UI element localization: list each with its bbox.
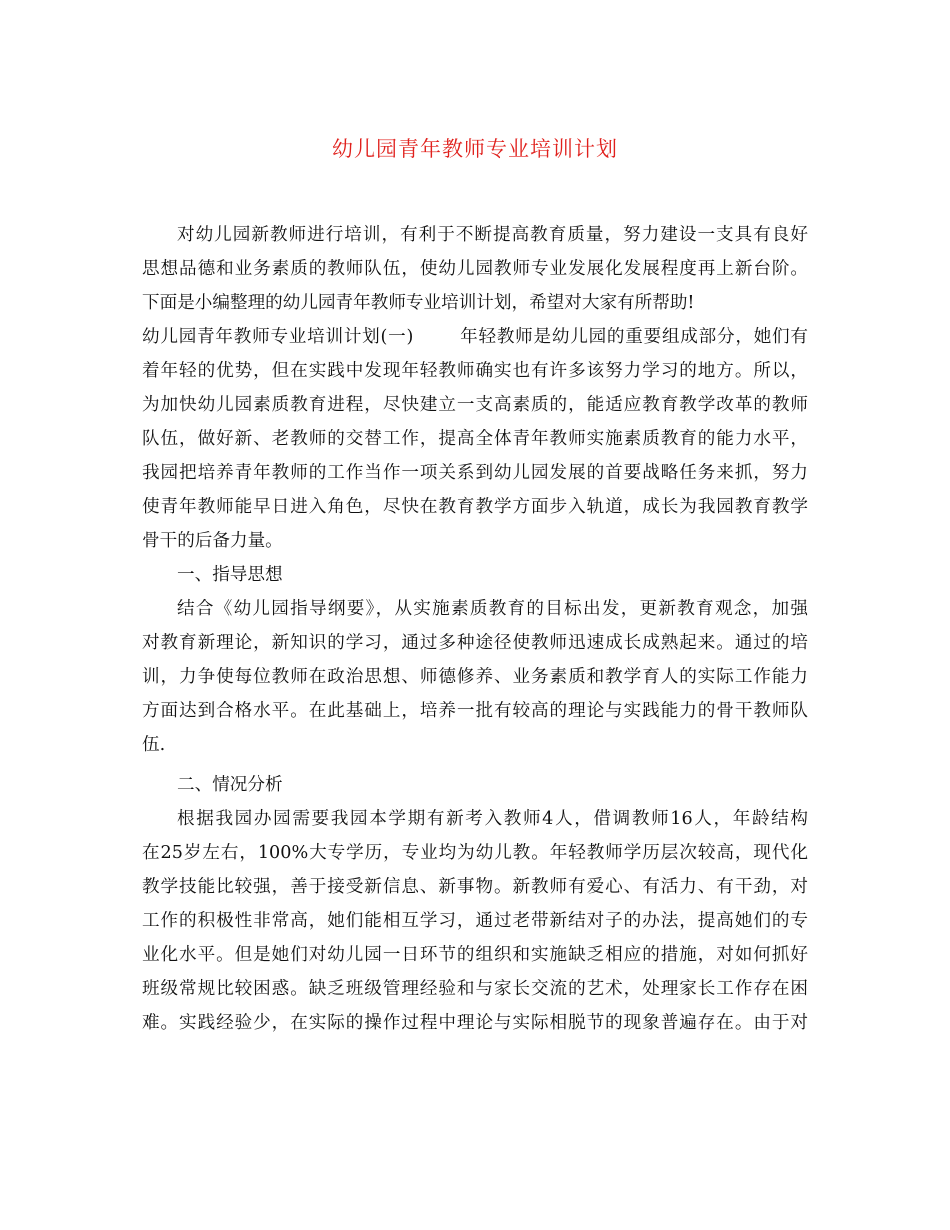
paragraph-line: 班级常规比较困惑。缺乏班级管理经验和与家长交流的艺术，处理家长工作存在困 xyxy=(142,979,808,999)
paragraph-line: 使青年教师能早日进入角色，尽快在教育教学方面步入轨道，成长为我园教育教学 xyxy=(142,497,808,517)
paragraph-line: 教学技能比较强，善于接受新信息、新事物。新教师有爱心、有活力、有干劲，对 xyxy=(142,877,808,897)
paragraph-line: 为加快幼儿园素质教育进程，尽快建立一支高素质的，能适应教育教学改革的教师 xyxy=(142,395,808,415)
paragraph-line: 着年轻的优势，但在实践中发现年轻教师确实也有许多该努力学习的地方。所以， xyxy=(142,361,808,381)
paragraph-line: 对教育新理论，新知识的学习，通过多种途径使教师迅速成长成熟起来。通过的培 xyxy=(142,633,808,653)
paragraph-line: 在25岁左右，100%大专学历，专业均为幼儿教。年轻教师学历层次较高，现代化 xyxy=(142,843,808,863)
paragraph-text: 年轻教师是幼儿园的重要组成部分，她们有 xyxy=(459,327,808,347)
paragraph-line: 我园把培养青年教师的工作当作一项关系到幼儿园发展的首要战略任务来抓，努力 xyxy=(142,463,808,483)
paragraph-line: 根据我园办园需要我园本学期有新考入教师4人，借调教师16人，年龄结构 xyxy=(177,809,808,829)
document-body xyxy=(142,218,808,1040)
document-title: 幼儿园青年教师专业培训计划 xyxy=(332,137,618,161)
paragraph-line: 方面达到合格水平。在此基础上，培养一批有较高的理论与实践能力的骨干教师队 xyxy=(142,701,808,721)
paragraph-line: 下面是小编整理的幼儿园青年教师专业培训计划，希望对大家有所帮助! xyxy=(142,293,695,313)
paragraph-line: 训，力争使每位教师在政治思想、师德修养、业务素质和教学育人的实际工作能力 xyxy=(142,667,808,687)
paragraph-line: 工作的积极性非常高，她们能相互学习，通过老带新结对子的办法，提高她们的专 xyxy=(142,911,808,931)
section-heading: 二、情况分析 xyxy=(177,775,283,795)
plan-subtitle: 幼儿园青年教师专业培训计划(一) xyxy=(142,327,414,347)
paragraph-line: 结合《幼儿园指导纲要》，从实施素质教育的目标出发，更新教育观念，加强 xyxy=(177,599,808,619)
paragraph-line: 难。实践经验少，在实际的操作过程中理论与实际相脱节的现象普遍存在。由于对 xyxy=(142,1013,808,1033)
paragraph-line: 骨干的后备力量。 xyxy=(142,531,283,551)
paragraph-line: 伍. xyxy=(142,735,166,755)
paragraph-line: 思想品德和业务素质的教师队伍，使幼儿园教师专业发展化发展程度再上新台阶。 xyxy=(142,259,808,279)
paragraph-line: 队伍，做好新、老教师的交替工作，提高全体青年教师实施素质教育的能力水平， xyxy=(142,429,808,449)
section-intro-line xyxy=(142,320,808,354)
section-heading: 一、指导思想 xyxy=(177,565,283,585)
paragraph-line: 对幼儿园新教师进行培训，有利于不断提高教育质量，努力建设一支具有良好 xyxy=(177,225,808,245)
paragraph-line: 业化水平。但是她们对幼儿园一日环节的组织和实施缺乏相应的措施，对如何抓好 xyxy=(142,945,808,965)
